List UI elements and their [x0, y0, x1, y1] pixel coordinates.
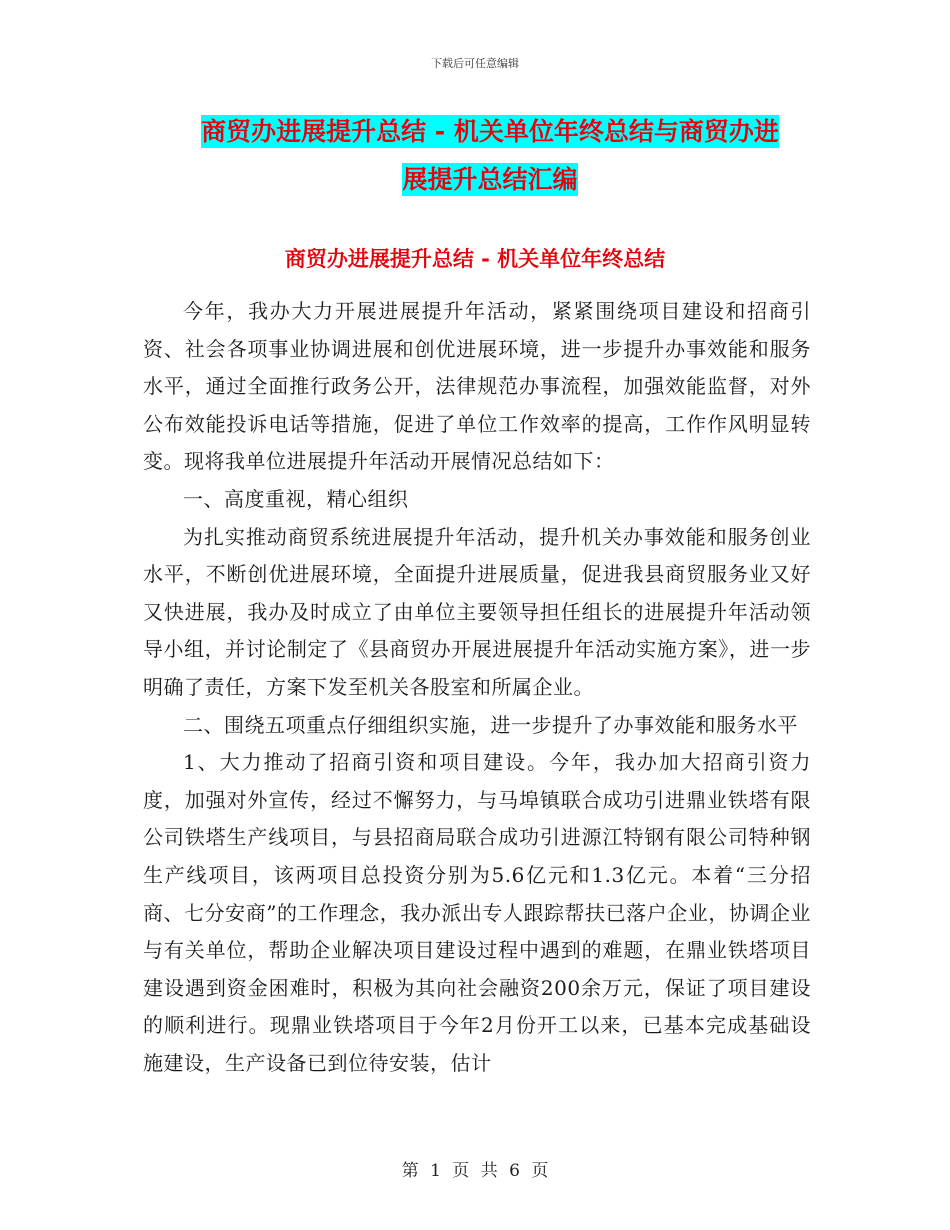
- page-number: 第 1 页 共 6 页: [401, 1161, 549, 1181]
- header-note: 下载后可任意编辑: [431, 57, 519, 70]
- body-text: [143, 293, 811, 1082]
- document-title-line-1: 商贸办进展提升总结 - 机关单位年终总结与商贸办进: [201, 117, 779, 146]
- section-title: 商贸办进展提升总结 - 机关单位年终总结: [284, 247, 666, 271]
- document-title-line-2: 展提升总结汇编: [402, 165, 578, 194]
- document-title: [140, 108, 840, 204]
- heading-2: 二、围绕五项重点仔细组织实施，进一步提升了办事效能和服务水平: [183, 712, 798, 737]
- heading-1: 一、高度重视，精心组织: [183, 486, 409, 511]
- paragraph-investment: 1、大力推动了招商引资和项目建设。今年，我办加大招商引资力度，加强对外宣传，经过不懈努力，与马埠镇联合成功引进鼎业铁塔有限公司铁塔生产线项目，与县招商局联合成功引进源江特钢有限公司特种钢生产线项目，该两项目总投资分别为5.6亿元和1.3亿元。本着“三分招商、七分安商”的工作理念，我办派出专人跟踪帮扶已落户企业，协调企业与有关单位，帮助企业解决项目建设过程中遇到的难题，在鼎业铁塔项目建设遇到资金困难时，积极为其向社会融资200余万元，保证了项目建设的顺利进行。现鼎业铁塔项目于今年2月份开工以来，已基本完成基础设施建设，生产设备已到位待安装，估计: [143, 750, 811, 1075]
- paragraph-intro: 今年，我办大力开展进展提升年活动，紧紧围绕项目建设和招商引资、社会各项事业协调进展和创优进展环境，进一步提升办事效能和服务水平，通过全面推行政务公开，法律规范办事流程，加强效能监督，对外公布效能投诉电话等措施，促进了单位工作效率的提高，工作作风明显转变。现将我单位进展提升年活动开展情况总结如下：: [143, 299, 811, 474]
- paragraph-organization: 为扎实推动商贸系统进展提升年活动，提升机关办事效能和服务创业水平，不断创优进展环境，全面提升进展质量，促进我县商贸服务业又好又快进展，我办及时成立了由单位主要领导担任组长的进展提升年活动领导小组，并讨论制定了《县商贸办开展进展提升年活动实施方案》，进一步明确了责任，方案下发至机关各股室和所属企业。: [143, 524, 811, 699]
